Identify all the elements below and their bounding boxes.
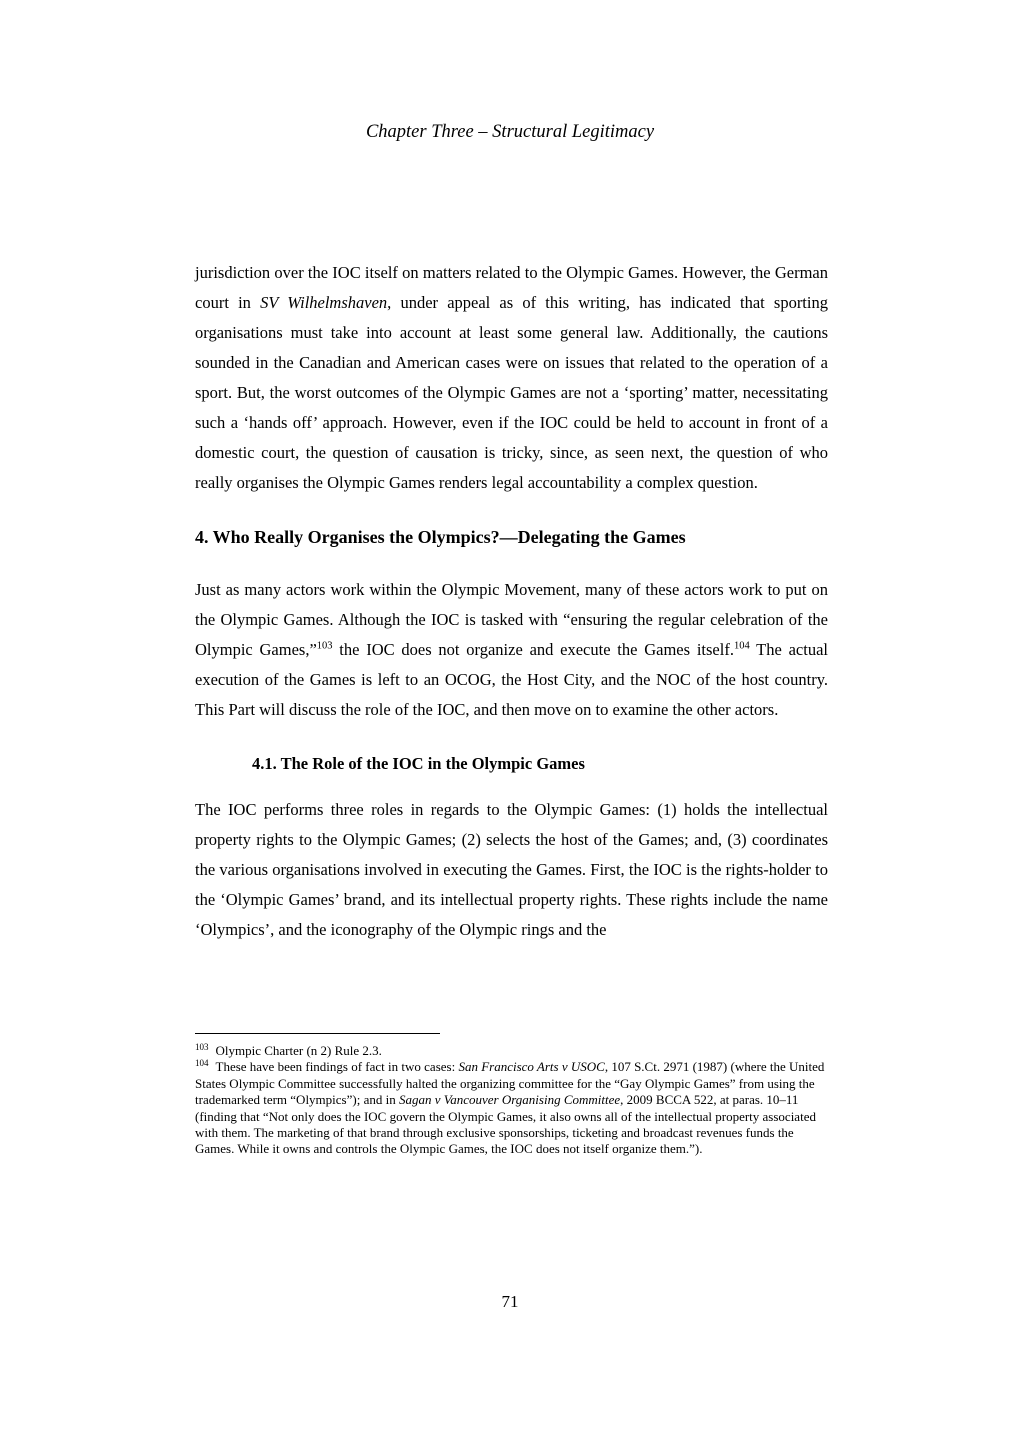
section-heading-4: 4. Who Really Organises the Olympics?—Delegating the Games bbox=[195, 527, 686, 547]
footnote-number-103: 103 bbox=[195, 1041, 209, 1052]
paragraph-jurisdiction: jurisdiction over the IOC itself on matters related to the Olympic Games. However, the German court in SV Wilhelmshaven, under appeal as of this writing, has indicated that sporting organisations must take into account at least some general law. Additionally, the cautions sounded in the Canadian and American cases were on issues that related to the operation of a sport. But, the worst outcomes of the Olympic Games are not a ‘sporting’ matter, necessitating such a ‘hands off’ approach. However, even if the IOC could be held to account in front of a domestic court, the question of causation is tricky, since, as seen next, the question of who really organises the Olympic Games renders legal accountability a complex question. bbox=[195, 263, 828, 492]
running-header: Chapter Three – Structural Legitimacy bbox=[365, 122, 655, 142]
footnote-number-104: 104 bbox=[195, 1058, 209, 1069]
page-number: 71 bbox=[501, 1292, 519, 1311]
page-content bbox=[195, 258, 828, 945]
subsection-heading-4-1: 4.1. The Role of the IOC in the Olympic Games bbox=[252, 754, 585, 773]
footnote-104 bbox=[195, 1059, 835, 1157]
footnote-103 bbox=[195, 1043, 835, 1059]
footnote-separator bbox=[195, 1033, 440, 1034]
paragraph-delegating-games: Just as many actors work within the Olympic Movement, many of these actors work to put on the Olympic Games. Although the IOC is tasked with “ensuring the regular celebration of the Olympic Games,”$^{103}$ the IOC does not organize and execute the Games itself.$^{104}$ The actual execution of the Games is left to an OCOG, the Host City, and the NOC of the host country. This Part will discuss the role of the IOC, and then move on to examine the other actors. bbox=[195, 580, 828, 719]
footnotes-section bbox=[195, 1033, 835, 1158]
footnote-text-104: These have been findings of fact in two cases: San Francisco Arts v USOC, 107 S.Ct. 2971 (1987) (where the United States Olympic Committee successfully halted the organizing committee for the “Gay Olympic Games” from using the trademarked term “Olympics”); and in Sagan v Vancouver Organising Committee, 2009 BCCA 522, at paras. 10–11 (finding that “Not only does the IOC govern the Olympic Games, it also owns all of the intellectual property associated with them. The marketing of that brand through exclusive sponsorships, ticketing and broadcast revenues funds the Games. While it owns and controls the Olympic Games, the IOC does not itself organize them.”). bbox=[195, 1059, 825, 1157]
paragraph-ioc-roles: The IOC performs three roles in regards to the Olympic Games: (1) holds the intellectual property rights to the Olympic Games; (2) selects the host of the Games; and, (3) coordinates the various organisations involved in executing the Games. First, the IOC is the rights-holder to the ‘Olympic Games’ brand, and its intellectual property rights. These rights include the name ‘Olympics’, and the iconography of the Olympic rings and the bbox=[195, 800, 828, 939]
footnote-text-103: Olympic Charter (n 2) Rule 2.3. bbox=[215, 1043, 382, 1058]
